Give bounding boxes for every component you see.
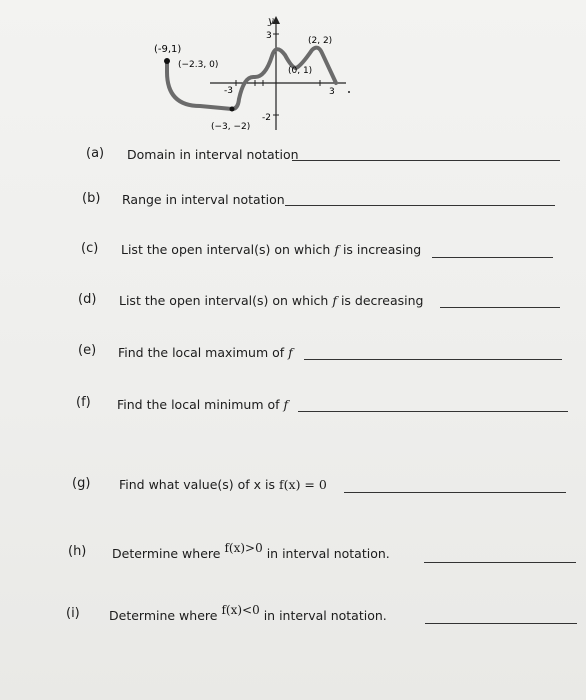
question-g-expr: f(x) = 0 (279, 477, 327, 492)
question-h-after: in interval notation. (266, 546, 390, 561)
question-h-before: Determine where (112, 546, 221, 561)
answer-line-c[interactable] (432, 257, 553, 258)
question-c-after: is increasing (342, 242, 422, 257)
label-g: (g) (72, 476, 91, 491)
answer-line-b[interactable] (285, 205, 555, 206)
label-f: (f) (76, 395, 91, 410)
answer-line-h[interactable] (424, 562, 576, 563)
tick-label-neg2: -2 (262, 113, 271, 123)
question-c-text (121, 242, 421, 257)
question-d-before: List the open interval(s) on which (119, 293, 329, 308)
tick-label-neg3: -3 (224, 86, 233, 96)
label-e: (e) (78, 343, 97, 358)
label-d: (d) (78, 292, 97, 307)
label-i: (i) (66, 606, 80, 621)
question-i-after: in interval notation. (263, 608, 387, 623)
question-d-after: is decreasing (340, 293, 424, 308)
question-i-expr: f(x)<0 (221, 603, 260, 617)
y-axis-label: y (268, 16, 274, 27)
answer-line-d[interactable] (440, 307, 560, 308)
question-f-f: f (283, 397, 289, 412)
question-h-expr: f(x)>0 (224, 541, 263, 555)
point-neg9-1 (164, 58, 170, 64)
question-e-text (118, 345, 293, 360)
question-f-text (117, 397, 288, 412)
label-0-1: (0, 1) (288, 66, 313, 76)
label-b: (b) (82, 191, 101, 206)
question-f-before: Find the local minimum of (117, 397, 280, 412)
label-neg3-neg2: (−3, −2) (211, 122, 251, 132)
answer-line-g[interactable] (344, 492, 566, 493)
question-h-text (112, 541, 390, 561)
question-i-before: Determine where (109, 608, 218, 623)
question-g-before: Find what value(s) of x is (119, 477, 276, 492)
question-g-text (119, 477, 327, 492)
question-e-f: f (288, 345, 293, 360)
question-d-f: f (332, 293, 337, 308)
tick-label-3: 3 (266, 31, 272, 41)
question-e-before: Find the local maximum of (118, 345, 285, 360)
answer-line-i[interactable] (425, 623, 577, 624)
question-c-before: List the open interval(s) on which (121, 242, 331, 257)
point-neg3-neg2 (230, 107, 235, 112)
function-graph (140, 10, 370, 135)
label-neg9-1: (-9,1) (154, 44, 182, 55)
question-b-text: Range in interval notation (122, 192, 285, 207)
label-h: (h) (68, 544, 87, 559)
tick-label-x3: 3 (329, 87, 335, 97)
function-curve (167, 48, 336, 109)
answer-line-a[interactable] (292, 160, 560, 161)
label-a: (a) (86, 146, 105, 161)
label-c: (c) (81, 241, 99, 256)
label-2-2: (2, 2) (308, 36, 333, 46)
question-d-text (119, 293, 423, 308)
question-c-f: f (334, 242, 339, 257)
label-neg2-3-0: (−2.3, 0) (178, 60, 219, 70)
question-a-text: Domain in interval notation (127, 147, 299, 162)
answer-line-e[interactable] (304, 359, 562, 360)
question-i-text (109, 603, 387, 623)
answer-line-f[interactable] (298, 411, 568, 412)
